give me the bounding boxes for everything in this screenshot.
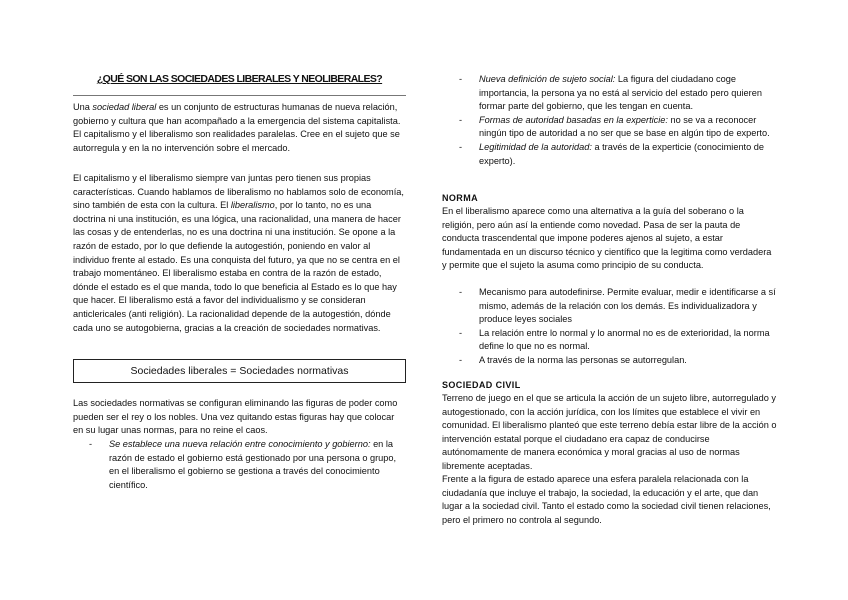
page-title: ¿QUÉ SON LAS SOCIEDADES LIBERALES Y NEOLIBERALES? [96,73,383,85]
equation-box: Sociedades liberales = Sociedades normativas [73,359,406,383]
text-run: La figura del ciudadano coge importancia, la persona ya no está al servicio del estado pero quieren formar parte del gobierno, que les tengan en cuenta. [479,74,762,112]
dash-marker: - [89,439,93,449]
paragraph-sociedad-civil: Terreno de juego en el que se articula la acción de un sujeto libre, autorregulado y autogestionado, con la acción jurídica, con los límites que establece el vivir en comunidad. El liberalismo planteó que este terreno debía estar libre de la acción o intervención estatal porque el ciudadano era capaz de conducirse autónomamente de manera económica y moral gracias al uso de normas libremente aceptadas. [442,393,777,471]
dash-marker: - [459,327,463,338]
list-item [89,438,399,492]
paragraph-definicion [73,101,406,155]
dash-marker: - [459,354,463,365]
dash-marker: - [459,141,463,152]
right-top-bullet-list [459,73,779,168]
emphasis-text: sociedad liberal [92,102,157,112]
text-run: El capitalismo y el liberalismo siempre van juntas pero tienen sus propias características. Cuando hablamos de liberalismo no hablamos solo de economía, sino también de esta con la cultura. El [73,173,404,211]
paragraph-sociedad-civil-2: Frente a la figura de estado aparece una esfera paralela relacionada con la ciudadanía que incluye el trabajo, la sociedad, la educación y el arte, que dan lugar a la sociedad civil. Tanto el estado como la sociedad civil tienen relaciones, pero el primero no controla al segundo. [442,474,771,525]
list-item [459,354,779,368]
dash-marker: - [459,287,463,297]
text-run: Una [73,102,93,112]
text-run: no se va a reconocer ningún tipo de autoridad a no ser que se base en algún tipo de experto. [479,114,770,139]
paragraph-norma: En el liberalismo aparece como una alternativa a la guía del soberano o la religión, pero aún así la entiende como novedad. Pasa de ser la pauta de conducta trascendental que impone poderes ajenos al sujeto, a estar fundamentada en un discurso técnico y científico que la legitima como verdadera y permite que el sujeto la asuma como principio de su conducta. [442,206,772,271]
title-divider [73,95,406,96]
norma-bullet-list [459,286,779,368]
paragraph-normativas: Las sociedades normativas se configuran eliminando las figuras de poder como pueden ser el rey o los nobles. Una vez quitando estas figuras hay que colocar en su lugar unas normas, para no reine el caos. [73,398,398,436]
text-run: en la razón de estado el gobierno está gestionado por una persona o grupo, en el liberalismo el gobierno se gestiona a través del conocimiento científico. [109,439,397,490]
emphasis-text: Formas de autoridad basadas en la experticie: [479,114,668,125]
text-run: , por lo tanto, no es una doctrina ni una institución, es una lógica, una racionalidad, una manera de hacer las cosas y de entenderlas, no es una doctrina ni una institución. Se opone a la razón de estado, por lo que defiende la autogestión, poniendo en valor al individuo frente al estado. Es una conquista del futuro, ya que no se centra en el trabajo momentáneo. El liberalismo estaba en contra de la razón de estado, dónde el estado es el que manda, todo lo que beneficia al Estado es lo que hay que hacer. El liberalismo está a favor del individualismo y se consideran anticlericales (anti religión). La racionalidad depende de la autogestión, dónde cada uno se autogobierna, gracias a la creación de sociedades normativas. [73,200,401,333]
section-heading-norma: NORMA [442,193,478,203]
list-item [459,286,779,327]
list-item [459,327,779,354]
paragraph-capitalismo [73,172,406,335]
text-run: a través de la experticie (conocimiento de experto). [479,141,764,166]
left-bullet-list [89,438,399,492]
text-run: Mecanismo para autodefinirse. Permite evaluar, medir e identificarse a sí mismo, además de la relación con los demás. Es individualizadora y produce leyes sociales [479,287,776,325]
dash-marker: - [459,114,463,125]
emphasis-text: liberalismo [230,200,275,211]
dash-marker: - [459,74,463,84]
emphasis-text: Nueva definición de sujeto social: [479,74,616,84]
emphasis-text: Legitimidad de la autoridad: [479,141,592,152]
emphasis-text: Se establece una nueva relación entre conocimiento y gobierno: [109,439,371,449]
text-run: A través de la norma las personas se autorregulan. [479,354,687,365]
text-run: La relación entre lo normal y lo anormal no es de exterioridad, la norma define lo que no es normal. [479,327,770,352]
list-item [459,114,779,141]
section-heading-sociedad-civil: SOCIEDAD CIVIL [442,380,521,390]
list-item [459,141,779,168]
text-run: es un conjunto de estructuras humanas de nueva relación, gobierno y cultura que han acompañado a la emergencia del sistema capitalista. El capitalismo y el liberalismo son realidades paralelas. Cree en el sujeto que se autorregula y en la no intervención sobre el mercado. [73,102,401,153]
list-item [459,73,779,114]
